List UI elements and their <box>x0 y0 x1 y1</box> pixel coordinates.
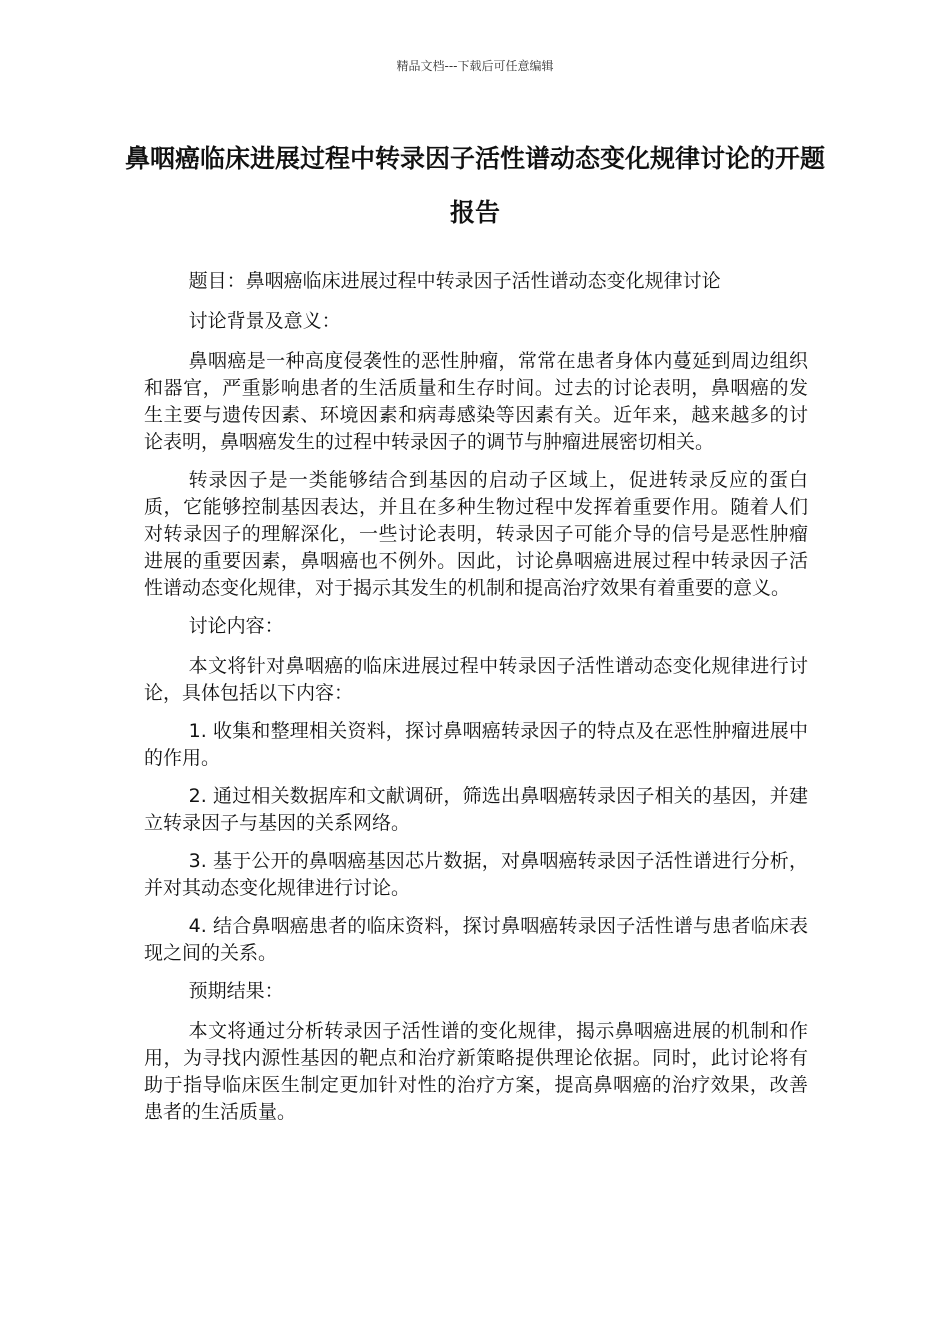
content-item-3: 3. 基于公开的鼻咽癌基因芯片数据，对鼻咽癌转录因子活性谱进行分析，并对其动态变化规律进行讨论。 <box>144 850 808 899</box>
content-item-1: 1. 收集和整理相关资料，探讨鼻咽癌转录因子的特点及在恶性肿瘤进展中的作用。 <box>144 720 808 769</box>
content-intro-paragraph: 本文将针对鼻咽癌的临床进展过程中转录因子活性谱动态变化规律进行讨论，具体包括以下内容： <box>144 655 808 704</box>
content-item-4: 4. 结合鼻咽癌患者的临床资料，探讨鼻咽癌转录因子活性谱与患者临床表现之间的关系。 <box>144 915 808 964</box>
topic-line: 题目：鼻咽癌临床进展过程中转录因子活性谱动态变化规律讨论 <box>188 270 721 292</box>
background-paragraph-2: 转录因子是一类能够结合到基因的启动子区域上，促进转录反应的蛋白质，它能够控制基因表达，并且在多种生物过程中发挥着重要作用。随着人们对转录因子的理解深化，一些讨论表明，转录因子可能介导的信号是恶性肿瘤进展的重要因素，鼻咽癌也不例外。因此，讨论鼻咽癌进展过程中转录因子活性谱动态变化规律，对于揭示其发生的机制和提高治疗效果有着重要的意义。 <box>144 469 808 599</box>
results-paragraph: 本文将通过分析转录因子活性谱的变化规律，揭示鼻咽癌进展的机制和作用，为寻找内源性基因的靶点和治疗新策略提供理论依据。同时，此讨论将有助于指导临床医生制定更加针对性的治疗方案，提高鼻咽癌的治疗效果，改善患者的生活质量。 <box>144 1020 808 1123</box>
content-item-2: 2. 通过相关数据库和文献调研，筛选出鼻咽癌转录因子相关的基因，并建立转录因子与基因的关系网络。 <box>144 785 808 834</box>
document-body <box>144 268 808 1137</box>
section-heading-results: 预期结果： <box>188 980 284 1002</box>
section-heading-content: 讨论内容： <box>188 615 284 637</box>
header-note: 精品文档---下载后可任意编辑 <box>396 59 554 73</box>
background-paragraph-1: 鼻咽癌是一种高度侵袭性的恶性肿瘤，常常在患者身体内蔓延到周边组织和器官，严重影响患者的生活质量和生存时间。过去的讨论表明，鼻咽癌的发生主要与遗传因素、环境因素和病毒感染等因素有关。近年来，越来越多的讨论表明，鼻咽癌发生的过程中转录因子的调节与肿瘤进展密切相关。 <box>144 350 808 453</box>
document-title: 鼻咽癌临床进展过程中转录因子活性谱动态变化规律讨论的开题报告 <box>124 144 825 227</box>
section-heading-background: 讨论背景及意义： <box>188 310 341 332</box>
